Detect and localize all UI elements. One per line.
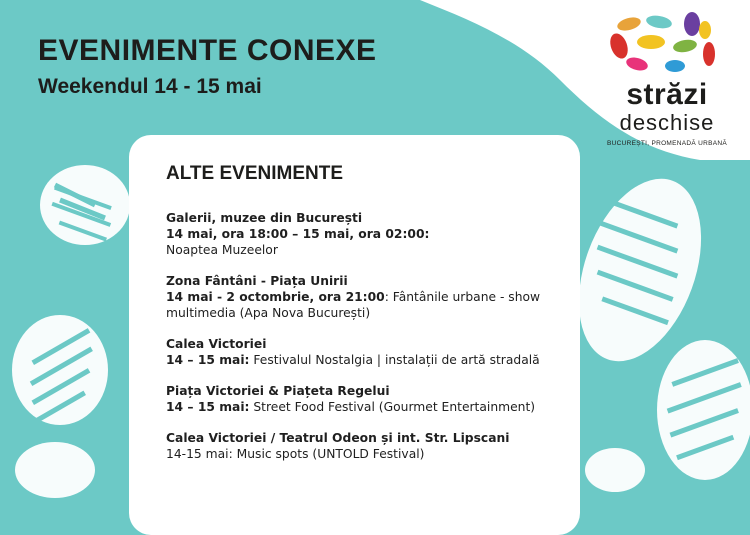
logo-sub: deschise <box>619 110 715 135</box>
event-date: 14 mai - 2 octombrie, ora 21:00 <box>166 290 385 304</box>
footprints-logo-icon <box>597 10 737 76</box>
event-description: Music spots (UNTOLD Festival) <box>232 447 425 461</box>
logo-name: străzi <box>626 78 708 111</box>
event-location: Piața Victoriei & Piațeta Regelui <box>166 384 390 398</box>
events-list <box>166 210 566 477</box>
event-item <box>166 383 566 415</box>
event-date: 14 – 15 mai: <box>166 400 250 414</box>
strazi-deschise-logo <box>597 10 745 168</box>
event-item <box>166 273 566 321</box>
event-date: 14-15 mai: <box>166 447 233 461</box>
event-location: Zona Fântâni - Piața Unirii <box>166 274 348 288</box>
event-date: 14 – 15 mai: <box>166 353 250 367</box>
page-subtitle: Weekendul 14 - 15 mai <box>38 75 262 98</box>
event-description: Noaptea Muzeelor <box>166 243 278 257</box>
event-description: Street Food Festival (Gourmet Entertainment) <box>249 400 536 414</box>
event-location: Galerii, muzee din București <box>166 211 363 225</box>
event-item <box>166 210 566 258</box>
card-title: ALTE EVENIMENTE <box>166 163 343 184</box>
events-card <box>129 135 580 535</box>
event-description: : Fântânile urbane - show multimedia (Apa Nova București) <box>166 290 541 320</box>
event-date: 14 mai, ora 18:00 – 15 mai, ora 02:00: <box>166 227 430 241</box>
event-location: Calea Victoriei / Teatrul Odeon și int. Str. Lipscani <box>166 431 510 445</box>
page-title: EVENIMENTE CONEXE <box>38 34 377 67</box>
event-item <box>166 336 566 368</box>
event-location: Calea Victoriei <box>166 337 267 351</box>
event-item <box>166 430 566 462</box>
logo-tagline: BUCUREȘTI, PROMENADĂ URBANĂ <box>606 140 728 147</box>
event-description: Festivalul Nostalgia | instalații de artă stradală <box>249 353 540 367</box>
